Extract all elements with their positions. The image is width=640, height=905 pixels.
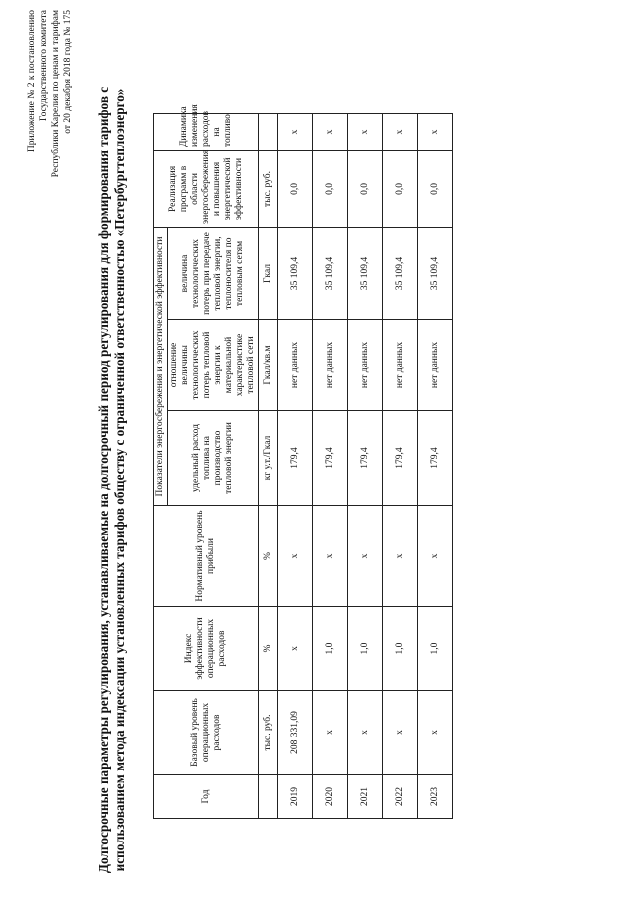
cell-fuel-rate: 179,4 [383, 411, 418, 506]
cell-loss-ratio: нет данных [278, 320, 313, 411]
cell-efficiency-index: 1,0 [418, 607, 453, 691]
cell-fuel-rate: 179,4 [313, 411, 348, 506]
unit-cell [259, 113, 278, 150]
cell-dynamics: х [313, 113, 348, 150]
cell-program: 0,0 [313, 150, 348, 227]
header-fuel-rate: удельный расход топлива на производство тепловой энергии [168, 411, 259, 506]
units-row [259, 113, 278, 818]
header-program: Реализация программ в области энергосбережения и повышения энергетической эффективности [154, 150, 259, 227]
annex-line: Республики Карелия по ценам и тарифам [51, 10, 61, 178]
cell-fuel-rate: 179,4 [418, 411, 453, 506]
cell-year: 2023 [418, 775, 453, 819]
cell-fuel-rate: 179,4 [348, 411, 383, 506]
unit-cell: % [259, 506, 278, 607]
cell-base-level: х [313, 691, 348, 775]
cell-year: 2019 [278, 775, 313, 819]
header-energy-group: Показатели энергосбережения и энергетической эффективности [154, 227, 168, 505]
cell-efficiency-index: 1,0 [348, 607, 383, 691]
header-dynamics: Динамика изменения расходов на топливо [154, 113, 259, 150]
header-loss-ratio: отношение величины технологических потерь тепловой энергии к материальной характеристике тепловой сети [168, 320, 259, 411]
header-year: Год [154, 775, 259, 819]
cell-program: 0,0 [278, 150, 313, 227]
table-row [418, 113, 453, 818]
cell-efficiency-index: 1,0 [383, 607, 418, 691]
table-row [383, 113, 418, 818]
cell-base-level: х [418, 691, 453, 775]
cell-program: 0,0 [383, 150, 418, 227]
header-efficiency-index: Индекс эффективности операционных расходов [154, 607, 259, 691]
cell-efficiency-index: х [278, 607, 313, 691]
cell-program: 0,0 [418, 150, 453, 227]
cell-program: 0,0 [348, 150, 383, 227]
cell-loss-ratio: нет данных [383, 320, 418, 411]
cell-profit-level: х [313, 506, 348, 607]
document-title [96, 65, 128, 895]
unit-cell: тыс. руб. [259, 150, 278, 227]
annex-line: Приложение № 2 к постановлению [27, 10, 37, 153]
cell-profit-level: х [278, 506, 313, 607]
unit-cell: Гкал [259, 227, 278, 319]
cell-fuel-rate: 179,4 [278, 411, 313, 506]
cell-base-level: х [348, 691, 383, 775]
annex-line: Государственного комитета [39, 10, 49, 122]
unit-cell: тыс. руб. [259, 691, 278, 775]
cell-dynamics: х [348, 113, 383, 150]
annex-line: от 20 декабря 2018 года № 175 [63, 10, 73, 134]
cell-tech-losses: 35 109,4 [418, 227, 453, 319]
cell-dynamics: х [278, 113, 313, 150]
parameters-table [153, 104, 453, 819]
cell-tech-losses: 35 109,4 [278, 227, 313, 319]
cell-base-level: 208 331,09 [278, 691, 313, 775]
cell-tech-losses: 35 109,4 [348, 227, 383, 319]
table-row [348, 113, 383, 818]
header-profit-level: Нормативный уровень прибыли [154, 506, 259, 607]
cell-profit-level: х [348, 506, 383, 607]
cell-profit-level: х [418, 506, 453, 607]
cell-tech-losses: 35 109,4 [383, 227, 418, 319]
cell-profit-level: х [383, 506, 418, 607]
cell-year: 2020 [313, 775, 348, 819]
unit-cell: % [259, 607, 278, 691]
table-row [313, 113, 348, 818]
unit-cell: кг у.т./Гкал [259, 411, 278, 506]
table-row [278, 113, 313, 818]
cell-dynamics: х [418, 113, 453, 150]
title-line: Долгосрочные параметры регулирования, устанавливаемые на долгосрочный период регулирования для формирования тарифов с [96, 86, 111, 874]
annex-note [26, 10, 74, 310]
unit-cell [259, 775, 278, 819]
cell-loss-ratio: нет данных [418, 320, 453, 411]
header-base-level: Базовый уровень операционных расходов [154, 691, 259, 775]
title-line: использованием метода индексации установленных тарифов обществу с ограниченной ответственностью «Петербургтеплоэнерго» [112, 88, 127, 872]
cell-loss-ratio: нет данных [313, 320, 348, 411]
cell-tech-losses: 35 109,4 [313, 227, 348, 319]
cell-base-level: х [383, 691, 418, 775]
cell-year: 2022 [383, 775, 418, 819]
unit-cell: Гкал/кв.м [259, 320, 278, 411]
cell-loss-ratio: нет данных [348, 320, 383, 411]
cell-efficiency-index: 1,0 [313, 607, 348, 691]
cell-dynamics: х [383, 113, 418, 150]
header-tech-losses: величина технологических потерь при передаче тепловой энергии, теплоносителя по тепловым сетям [168, 227, 259, 319]
cell-year: 2021 [348, 775, 383, 819]
